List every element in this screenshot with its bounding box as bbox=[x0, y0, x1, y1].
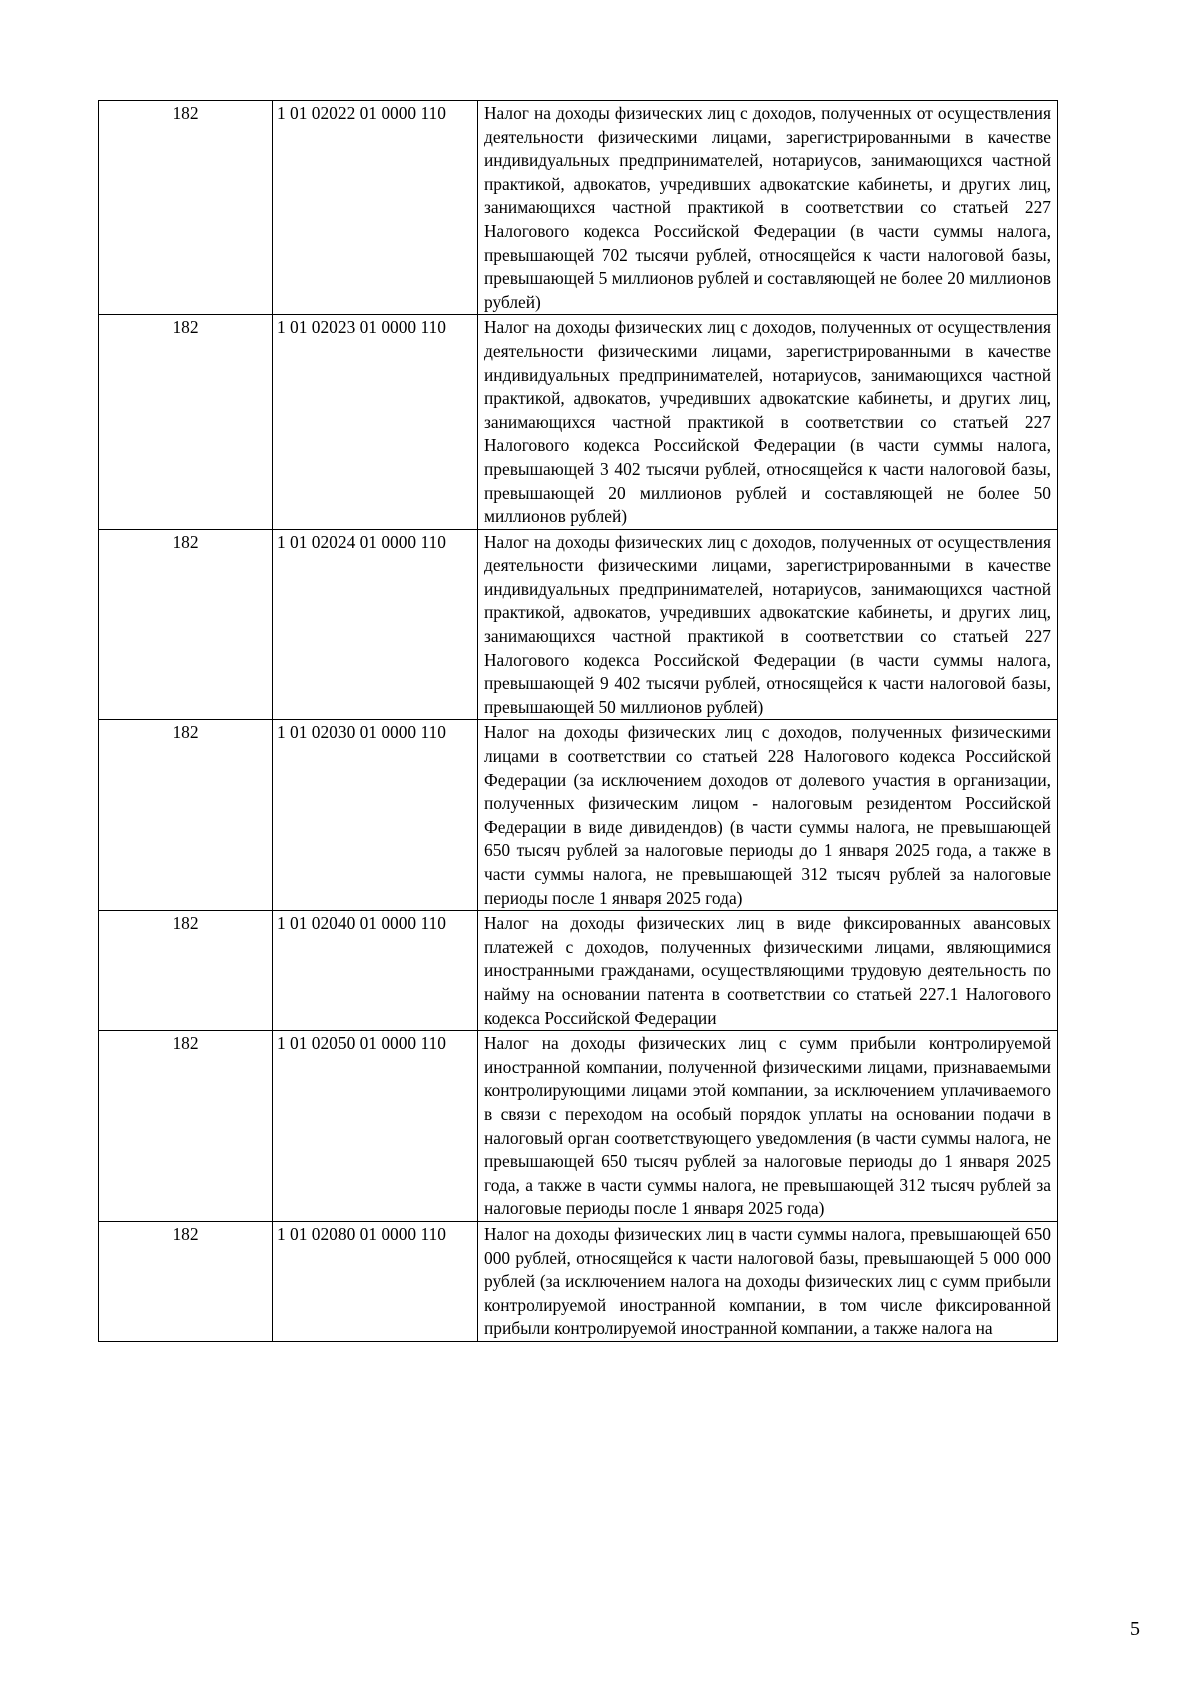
admin-code-cell: 182 bbox=[99, 101, 273, 315]
admin-code-cell: 182 bbox=[99, 529, 273, 720]
table-row bbox=[99, 911, 1058, 1031]
admin-code-cell: 182 bbox=[99, 911, 273, 1031]
budget-classification-code-cell: 1 01 02024 01 0000 110 bbox=[273, 529, 478, 720]
budget-classification-code-cell: 1 01 02050 01 0000 110 bbox=[273, 1031, 478, 1222]
budget-classification-code-cell: 1 01 02030 01 0000 110 bbox=[273, 720, 478, 911]
revenue-name-cell: Налог на доходы физических лиц в части суммы налога, превышающей 650 000 рублей, относящейся к части налоговой базы, превышающей 5 000 000 рублей (за исключением налога на доходы физических лиц с сумм прибыли контролируемой иностранной компании, в том числе фиксированной прибыли контролируемой иностранной компании, а также налога на bbox=[478, 1221, 1058, 1341]
admin-code-cell: 182 bbox=[99, 720, 273, 911]
table-row bbox=[99, 315, 1058, 529]
revenue-name-cell: Налог на доходы физических лиц с доходов, полученных физическими лицами в соответствии со статьей 228 Налогового кодекса Российской Федерации (за исключением доходов от долевого участия в организации, полученных физическим лицом - налоговым резидентом Российской Федерации в виде дивидендов) (в части суммы налога, не превышающей 650 тысяч рублей за налоговые периоды до 1 января 2025 года, а также в части суммы налога, не превышающей 312 тысяч рублей за налоговые периоды после 1 января 2025 года) bbox=[478, 720, 1058, 911]
revenue-codes-table bbox=[98, 100, 1058, 1342]
revenue-name-cell: Налог на доходы физических лиц с доходов, полученных от осуществления деятельности физическими лицами, зарегистрированными в качестве индивидуальных предпринимателей, нотариусов, занимающихся частной практикой, адвокатов, учредивших адвокатские кабинеты, и других лиц, занимающихся частной практикой в соответствии со статьей 227 Налогового кодекса Российской Федерации (в части суммы налога, превышающей 702 тысячи рублей, относящейся к части налоговой базы, превышающей 5 миллионов рублей и составляющей не более 20 миллионов рублей) bbox=[478, 101, 1058, 315]
table-row bbox=[99, 529, 1058, 720]
budget-classification-code-cell: 1 01 02022 01 0000 110 bbox=[273, 101, 478, 315]
revenue-name-cell: Налог на доходы физических лиц с доходов, полученных от осуществления деятельности физическими лицами, зарегистрированными в качестве индивидуальных предпринимателей, нотариусов, занимающихся частной практикой, адвокатов, учредивших адвокатские кабинеты, и других лиц, занимающихся частной практикой в соответствии со статьей 227 Налогового кодекса Российской Федерации (в части суммы налога, превышающей 3 402 тысячи рублей, относящейся к части налоговой базы, превышающей 20 миллионов рублей и составляющей не более 50 миллионов рублей) bbox=[478, 315, 1058, 529]
budget-classification-code-cell: 1 01 02080 01 0000 110 bbox=[273, 1221, 478, 1341]
revenue-name-cell: Налог на доходы физических лиц с сумм прибыли контролируемой иностранной компании, полученной физическими лицами, признаваемыми контролирующими лицами этой компании, за исключением уплачиваемого в связи с переходом на особый порядок уплаты на основании подачи в налоговый орган соответствующего уведомления (в части суммы налога, не превышающей 650 тысяч рублей за налоговые периоды до 1 января 2025 года, а также в части суммы налога, не превышающей 312 тысяч рублей за налоговые периоды после 1 января 2025 года) bbox=[478, 1031, 1058, 1222]
table-row bbox=[99, 720, 1058, 911]
admin-code-cell: 182 bbox=[99, 315, 273, 529]
admin-code-cell: 182 bbox=[99, 1031, 273, 1222]
table-row bbox=[99, 1031, 1058, 1222]
revenue-name-cell: Налог на доходы физических лиц в виде фиксированных авансовых платежей с доходов, полученных физическими лицами, являющимися иностранными гражданами, осуществляющими трудовую деятельность по найму на основании патента в соответствии со статьей 227.1 Налогового кодекса Российской Федерации bbox=[478, 911, 1058, 1031]
budget-classification-code-cell: 1 01 02023 01 0000 110 bbox=[273, 315, 478, 529]
revenue-name-cell: Налог на доходы физических лиц с доходов, полученных от осуществления деятельности физическими лицами, зарегистрированными в качестве индивидуальных предпринимателей, нотариусов, занимающихся частной практикой, адвокатов, учредивших адвокатские кабинеты, и других лиц, занимающихся частной практикой в соответствии со статьей 227 Налогового кодекса Российской Федерации (в части суммы налога, превышающей 9 402 тысячи рублей, относящейся к части налоговой базы, превышающей 50 миллионов рублей) bbox=[478, 529, 1058, 720]
page-number: 5 bbox=[1130, 1618, 1140, 1640]
table-row bbox=[99, 101, 1058, 315]
table-row bbox=[99, 1221, 1058, 1341]
admin-code-cell: 182 bbox=[99, 1221, 273, 1341]
budget-classification-code-cell: 1 01 02040 01 0000 110 bbox=[273, 911, 478, 1031]
